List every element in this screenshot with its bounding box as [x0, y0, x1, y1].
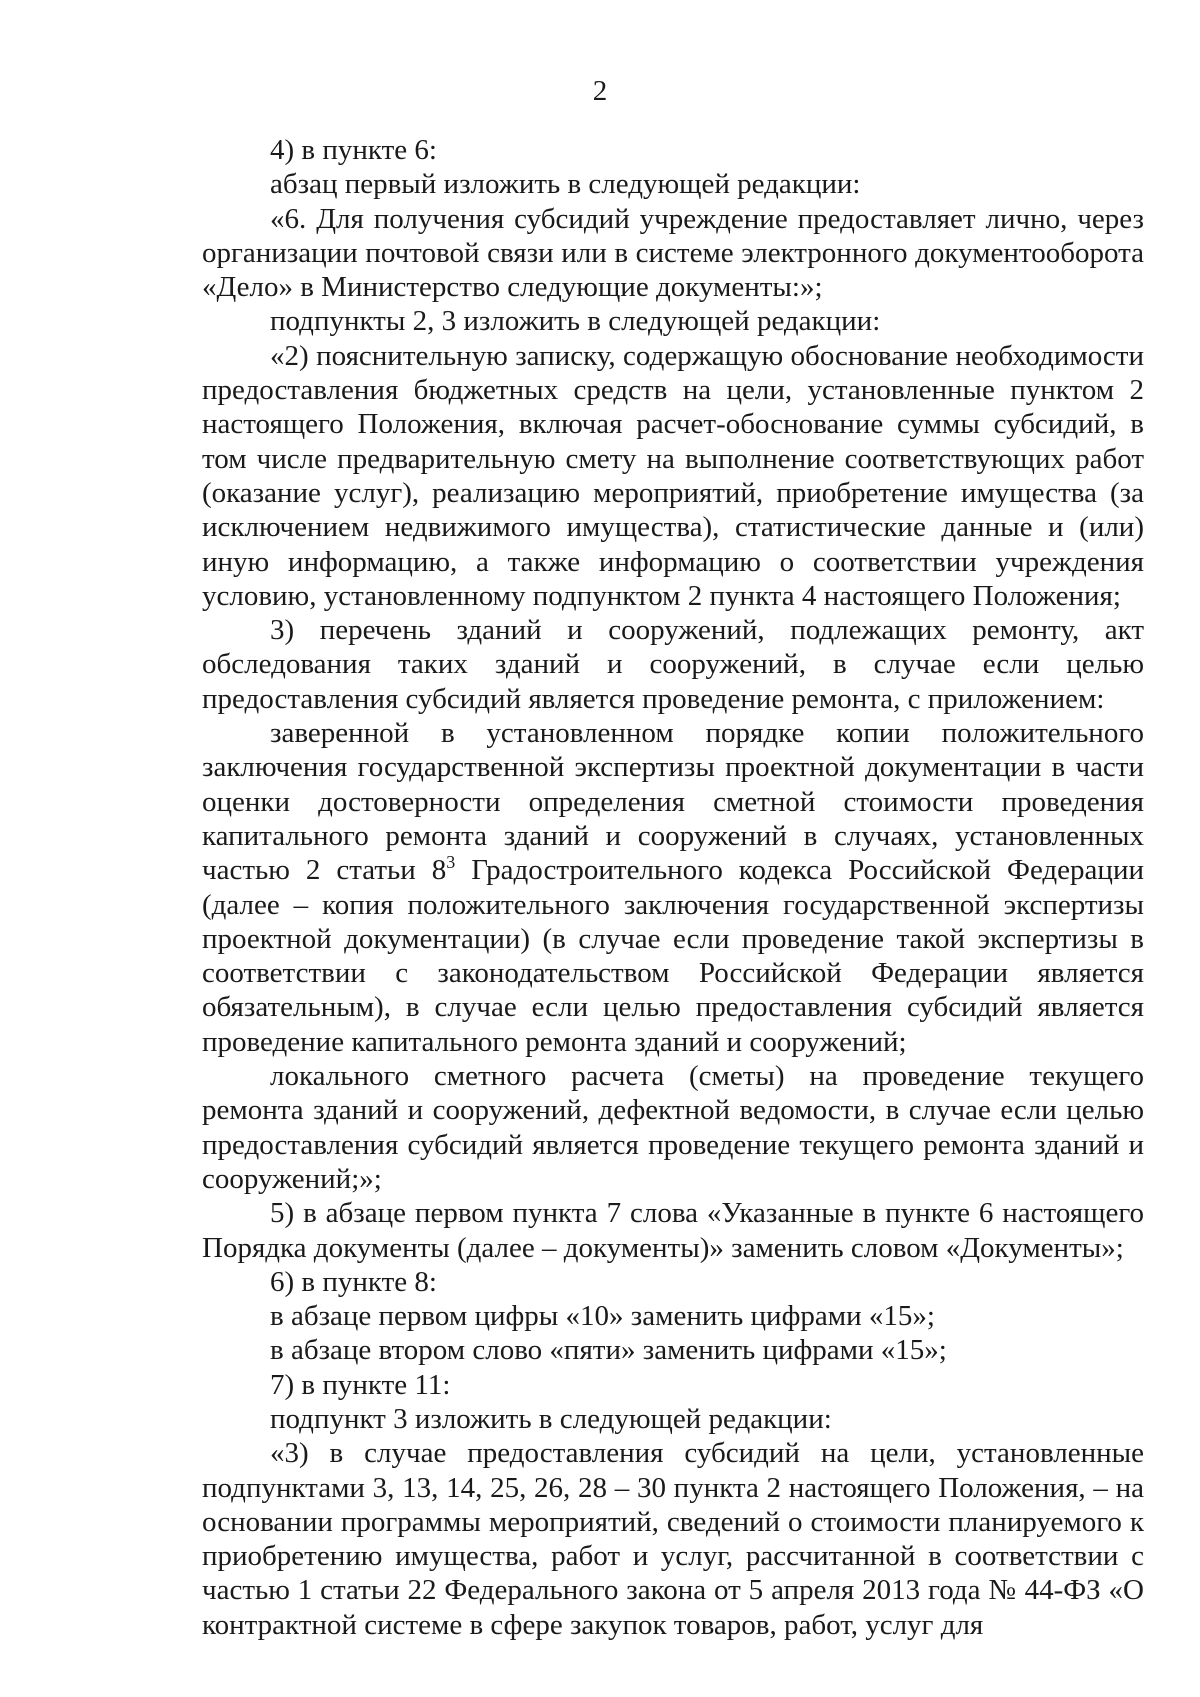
- paragraph-certified-copy-head: заверенной в установленном порядке копии положительного заключения государственной экспертизы проектной документации в части оценки достоверности определения сметной стоимости проведения капитального ремонта зданий и сооружений в случаях, установленных частью 2 статьи 8: [202, 717, 1144, 887]
- paragraph-item-6-header: 6) в пункте 8:: [270, 1265, 437, 1298]
- paragraph-first-abzac-digits: в абзаце первом цифры «10» заменить цифрами «15»;: [270, 1300, 935, 1333]
- paragraph-certified-copy: [202, 716, 1144, 1059]
- paragraph-local-estimate: локального сметного расчета (сметы) на проведение текущего ремонта зданий и сооружений, дефектной ведомости, в случае если целью предоставления субсидий является проведение текущего ремонта зданий и сооружений;»;: [202, 1060, 1144, 1195]
- paragraph-item-7-header: 7) в пункте 11:: [270, 1368, 451, 1401]
- paragraph-item-5: 5) в абзаце первом пункта 7 слова «Указанные в пункте 6 настоящего Порядка документы (далее – документы)» заменить словом «Документы»;: [202, 1197, 1144, 1264]
- paragraph-subpoint-3-instruction: подпункт 3 изложить в следующей редакции:: [270, 1402, 832, 1435]
- paragraph-certified-copy-tail: Градостроительного кодекса Российской Федерации (далее – копия положительного заключения государственной экспертизы проектной документации) (в случае если проведение такой экспертизы в соответствии с законодательством Российской Федерации является обязательным), в случае если целью предоставления субсидий является проведение капитального ремонта зданий и сооружений;: [202, 854, 1144, 1058]
- paragraph-subpoint-3-text: «3) в случае предоставления субсидий на цели, установленные подпунктами 3, 13, 14, 25, 26, 28 – 30 пункта 2 настоящего Положения, – на основании программы мероприятий, сведений о стоимости планируемого к приобретению имущества, работ и услуг, рассчитанной в соответствии с частью 1 статьи 22 Федерального закона от 5 апреля 2013 года № 44-ФЗ «О контрактной системе в сфере закупок товаров, работ, услуг для: [202, 1437, 1144, 1641]
- paragraph-second-abzac-word: в абзаце втором слово «пяти» заменить цифрами «15»;: [270, 1334, 947, 1367]
- paragraph-first-abzac-instruction: абзац первый изложить в следующей редакции:: [270, 168, 861, 201]
- article-superscript: 3: [446, 852, 456, 873]
- page-number: 2: [592, 75, 608, 107]
- paragraph-item-4-header: 4) в пункте 6:: [270, 134, 437, 166]
- paragraph-point-6-text: «6. Для получения субсидий учреждение предоставляет лично, через организации почтовой связи или в системе электронного документооборота «Дело» в Министерство следующие документы:»;: [202, 202, 1144, 304]
- paragraph-subpoint-2: «2) пояснительную записку, содержащую обоснование необходимости предоставления бюджетных средств на цели, установленные пунктом 2 настоящего Положения, включая расчет-обоснование суммы субсидий, в том числе предварительную смету на выполнение соответствующих работ (оказание услуг), реализацию мероприятий, приобретение имущества (за исключением недвижимого имущества), статистические данные и (или) иную информацию, а также информацию о соответствии учреждения условию, установленному подпунктом 2 пункта 4 настоящего Положения;: [202, 339, 1144, 612]
- paragraph-subpoint-3: 3) перечень зданий и сооружений, подлежащих ремонту, акт обследования таких зданий и сооружений, в случае если целью предоставления субсидий является проведение ремонта, с приложением:: [202, 614, 1144, 715]
- paragraph-subpoints-instruction: подпункты 2, 3 изложить в следующей редакции:: [270, 305, 881, 338]
- document-body: [202, 133, 1144, 1642]
